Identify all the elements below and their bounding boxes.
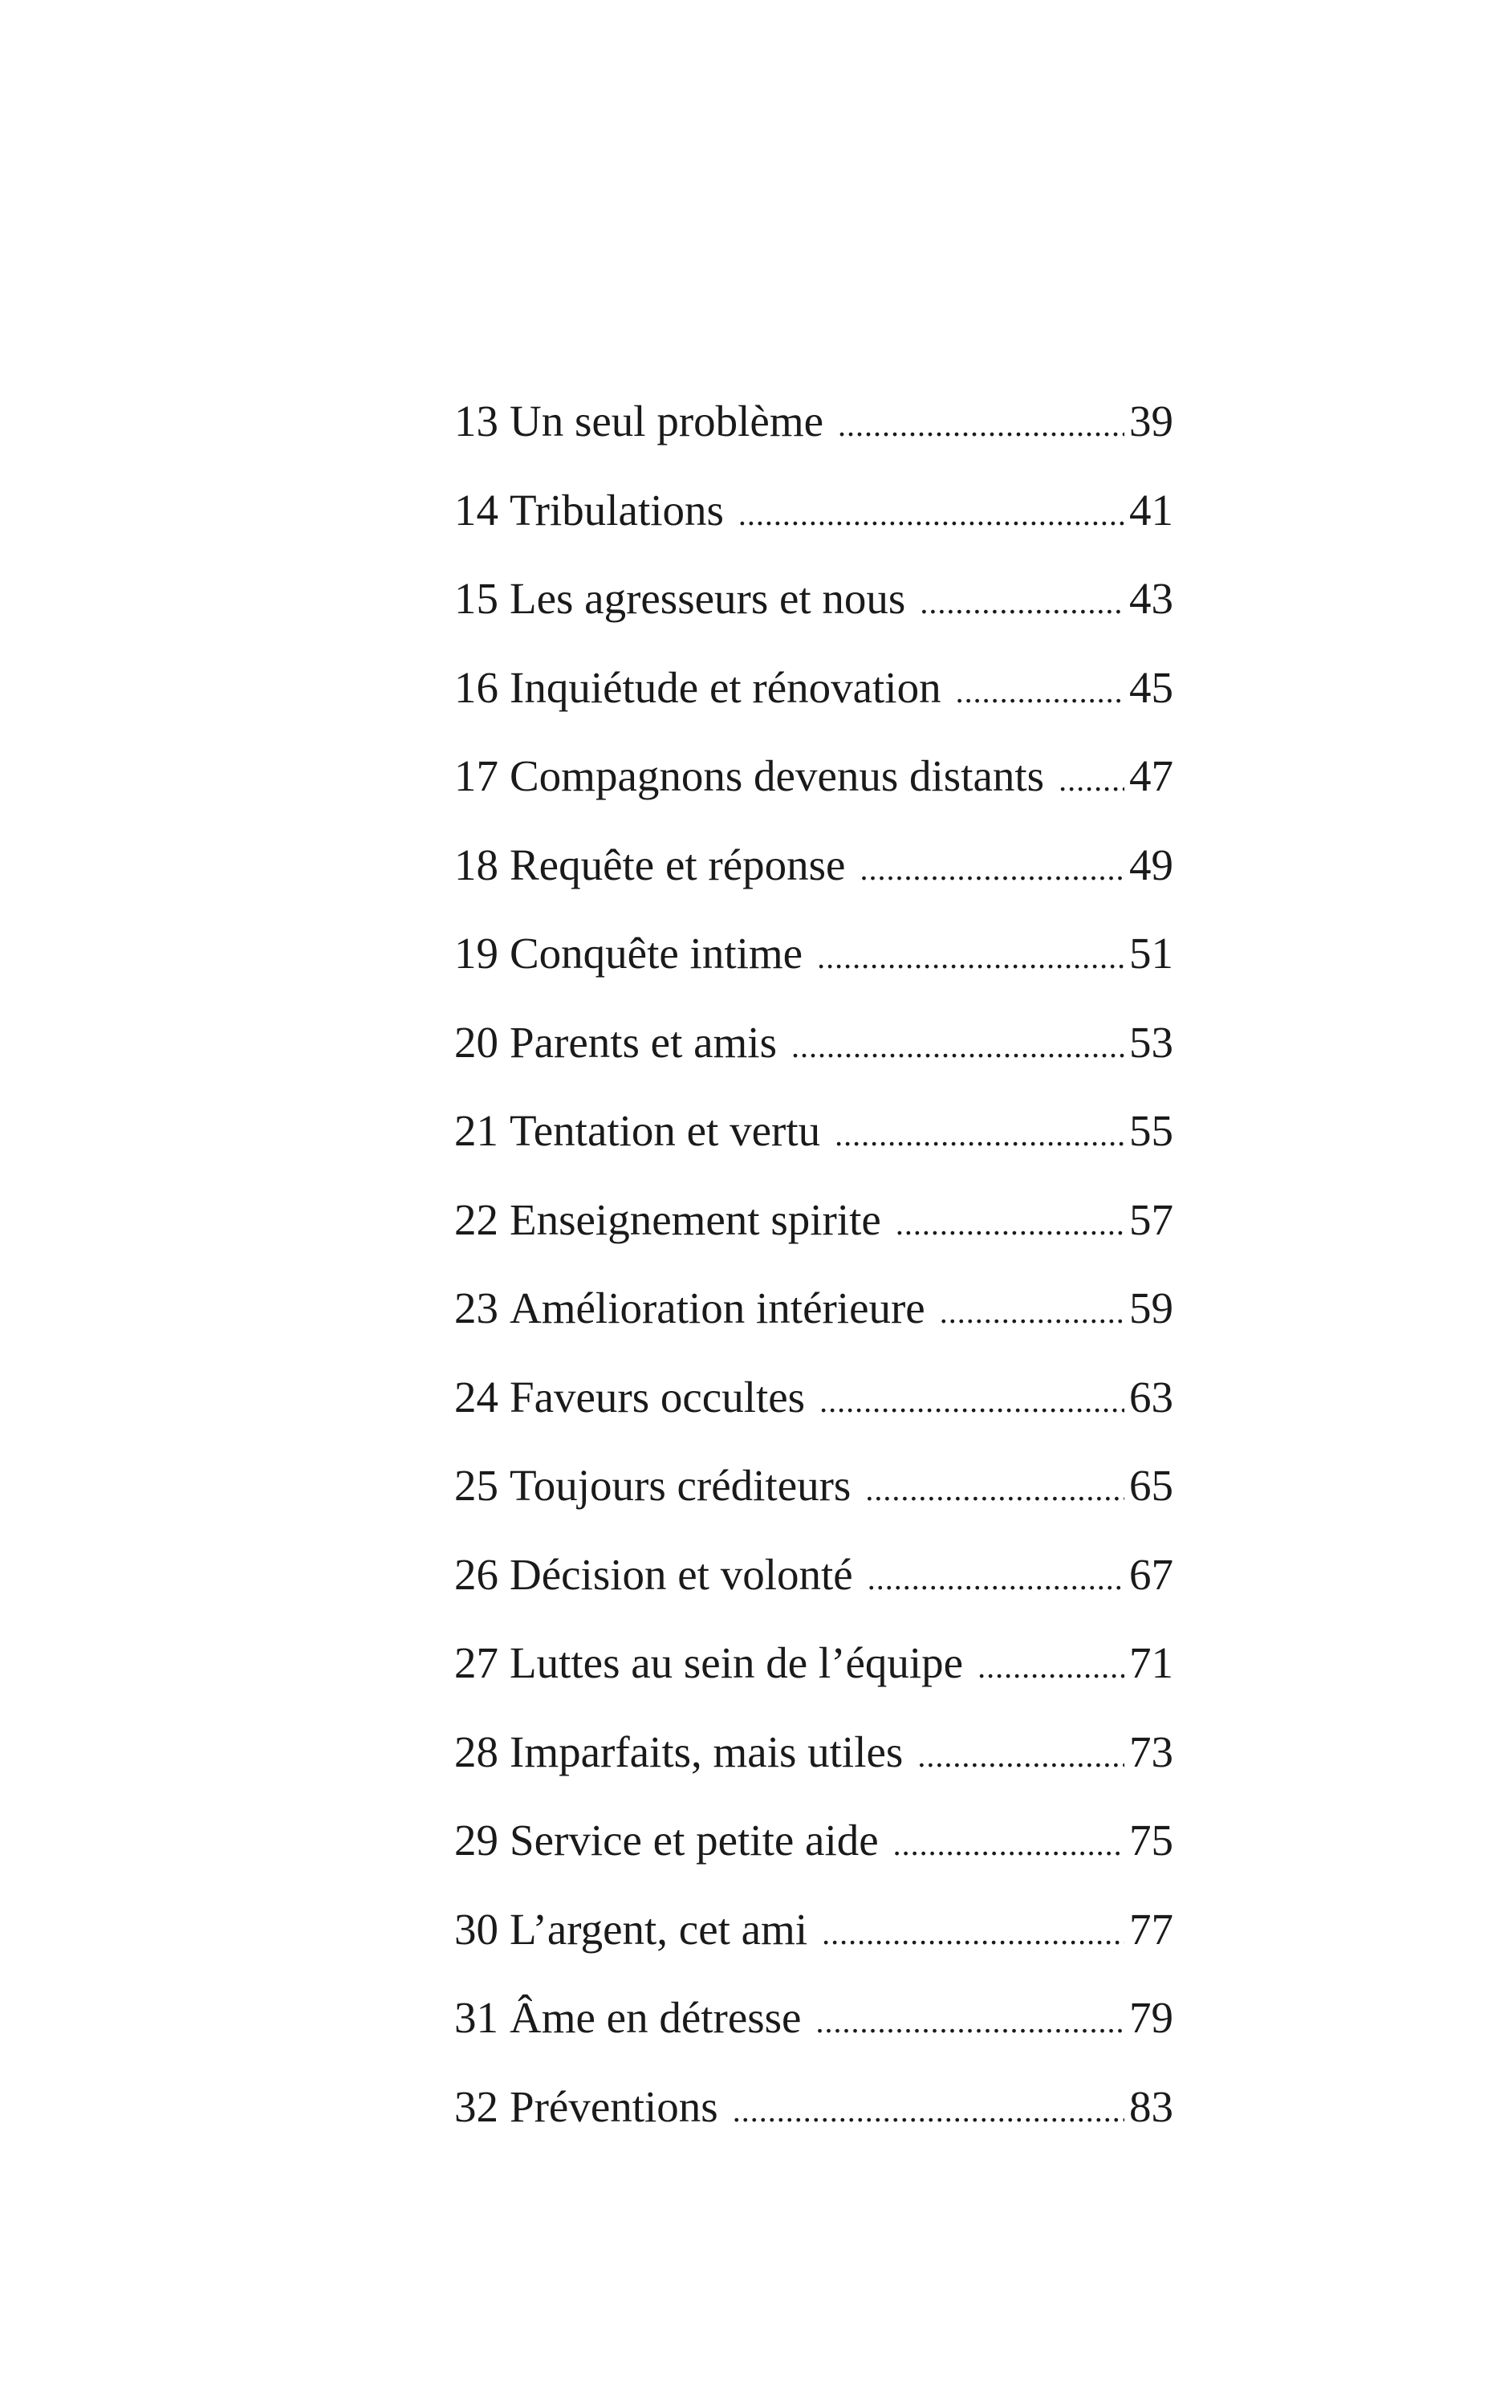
- chapter-number: 18: [454, 840, 498, 889]
- chapter-title: Toujours créditeurs: [510, 1461, 852, 1510]
- dot-leader: [865, 1446, 1124, 1535]
- chapter-number: 24: [454, 1372, 498, 1422]
- page-number: 43: [1129, 574, 1173, 623]
- toc-entry: [454, 1619, 1173, 1708]
- page-number: 53: [1129, 1017, 1173, 1067]
- dot-leader: [896, 1180, 1124, 1269]
- chapter-number: 13: [454, 397, 498, 445]
- toc-entry: [454, 644, 1173, 733]
- chapter-title: Requête et réponse: [510, 840, 846, 889]
- chapter-number: 14: [454, 485, 498, 535]
- dot-leader: [738, 470, 1124, 559]
- dot-leader: [1059, 736, 1124, 825]
- chapter-number: 16: [454, 662, 498, 712]
- dot-leader: [920, 559, 1124, 648]
- page-number: 83: [1129, 2081, 1173, 2131]
- page-number: 75: [1129, 1816, 1173, 1865]
- chapter-title: Préventions: [510, 2081, 718, 2131]
- chapter-title: Inquiétude et rénovation: [510, 662, 941, 712]
- chapter-number: 30: [454, 1904, 498, 1954]
- chapter-title: Un seul problème: [510, 397, 824, 445]
- chapter-number: 22: [454, 1194, 498, 1244]
- page-number: 71: [1129, 1638, 1173, 1687]
- dot-leader: [817, 913, 1124, 1003]
- page-number: 45: [1129, 662, 1173, 712]
- page-number: 57: [1129, 1194, 1173, 1244]
- chapter-title: Enseignement spirite: [510, 1194, 881, 1244]
- dot-leader: [819, 1357, 1124, 1446]
- toc-entry: [454, 1353, 1173, 1442]
- dot-leader: [733, 2067, 1124, 2156]
- chapter-number: 15: [454, 574, 498, 623]
- toc-entry: [454, 999, 1173, 1088]
- page-number: 51: [1129, 929, 1173, 978]
- dot-leader: [860, 825, 1124, 914]
- chapter-number: 32: [454, 2081, 498, 2131]
- page-number: 79: [1129, 1993, 1173, 2042]
- chapter-title: Imparfaits, mais utiles: [510, 1727, 904, 1776]
- page-number: 49: [1129, 840, 1173, 889]
- toc-entry: [454, 466, 1173, 555]
- page-number: 63: [1129, 1372, 1173, 1422]
- toc-entry: [454, 1531, 1173, 1620]
- chapter-title: Tentation et vertu: [510, 1106, 821, 1155]
- dot-leader: [917, 1712, 1124, 1801]
- page-number: 47: [1129, 751, 1173, 800]
- chapter-title: Luttes au sein de l’équipe: [510, 1638, 964, 1687]
- chapter-number: 28: [454, 1727, 498, 1776]
- toc-entry: [454, 1708, 1173, 1797]
- chapter-title: L’argent, cet ami: [510, 1904, 808, 1954]
- chapter-number: 23: [454, 1283, 498, 1332]
- dot-leader: [940, 1268, 1124, 1357]
- toc-entry: [454, 1087, 1173, 1176]
- page-number: 59: [1129, 1283, 1173, 1332]
- toc-entry: [454, 1885, 1173, 1975]
- page-number: 65: [1129, 1461, 1173, 1510]
- chapter-title: Les agresseurs et nous: [510, 574, 906, 623]
- page-number: 55: [1129, 1106, 1173, 1155]
- chapter-number: 17: [454, 751, 498, 800]
- page-number: 67: [1129, 1549, 1173, 1599]
- dot-leader: [815, 1978, 1124, 2067]
- page-number: 77: [1129, 1904, 1173, 1954]
- chapter-title: Parents et amis: [510, 1017, 777, 1067]
- toc-entry: [454, 1974, 1173, 2063]
- dot-leader: [791, 1003, 1124, 1092]
- toc-entry: [454, 1264, 1173, 1353]
- chapter-title: Tribulations: [510, 485, 724, 535]
- chapter-number: 29: [454, 1816, 498, 1865]
- toc-entry: [454, 377, 1173, 466]
- chapter-number: 21: [454, 1106, 498, 1155]
- dot-leader: [838, 381, 1124, 470]
- toc-entry: [454, 732, 1173, 821]
- toc-entry: [454, 821, 1173, 910]
- dot-leader: [893, 1800, 1124, 1889]
- chapter-number: 20: [454, 1017, 498, 1067]
- dot-leader: [822, 1889, 1124, 1979]
- chapter-title: Conquête intime: [510, 929, 803, 978]
- table-of-contents: [454, 377, 1173, 2151]
- chapter-number: 25: [454, 1461, 498, 1510]
- toc-entry: [454, 909, 1173, 999]
- toc-entry: [454, 555, 1173, 644]
- dot-leader: [868, 1535, 1124, 1624]
- toc-entry: [454, 1442, 1173, 1531]
- chapter-title: Service et petite aide: [510, 1816, 879, 1865]
- page-number: 41: [1129, 485, 1173, 535]
- toc-entry: [454, 2063, 1173, 2152]
- chapter-number: 26: [454, 1549, 498, 1599]
- chapter-number: 27: [454, 1638, 498, 1687]
- chapter-title: Amélioration intérieure: [510, 1283, 925, 1332]
- chapter-title: Compagnons devenus distants: [510, 751, 1045, 800]
- toc-entry: [454, 1176, 1173, 1265]
- chapter-title: Décision et volonté: [510, 1549, 853, 1599]
- chapter-title: Âme en détresse: [510, 1993, 802, 2042]
- chapter-title: Faveurs occultes: [510, 1372, 806, 1422]
- chapter-number: 19: [454, 929, 498, 978]
- toc-entry: [454, 1796, 1173, 1885]
- page-number: 39: [1129, 397, 1173, 445]
- dot-leader: [835, 1091, 1124, 1180]
- dot-leader: [978, 1623, 1124, 1712]
- chapter-number: 31: [454, 1993, 498, 2042]
- page-number: 73: [1129, 1727, 1173, 1776]
- dot-leader: [956, 648, 1124, 737]
